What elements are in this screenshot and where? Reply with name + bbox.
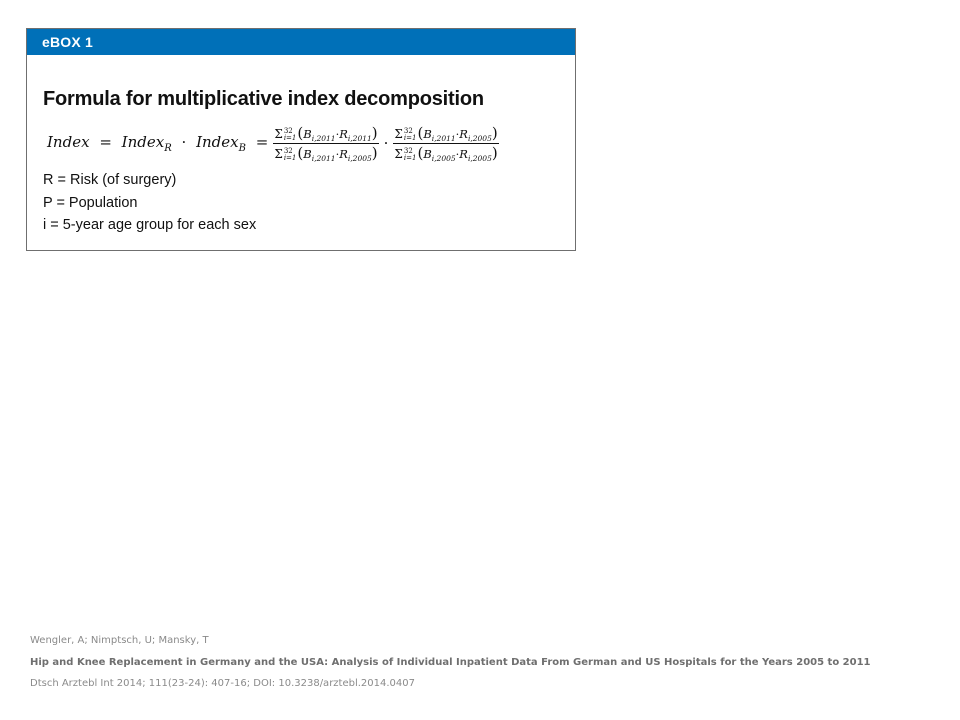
ebox — [26, 28, 576, 251]
risk-index-fraction — [273, 124, 378, 163]
risk-index-denominator: Σ 32 i=1 $(B_{i,2011}\cdot R_{i,2005})$ — [274, 143, 378, 163]
population-index-denominator: Σ 32 i=1 $(B_{i,2005}\cdot R_{i,2005})$ — [394, 143, 498, 163]
formula-lhs: Index = Index$_R$ · Index$_B$ = — [47, 132, 269, 154]
ebox-label: eBOX 1 — [27, 29, 575, 55]
citation-authors: Wengler, A; Nimptsch, U; Mansky, T — [30, 635, 209, 646]
citation-journal: Dtsch Arztebl Int 2014; 111(23-24): 407-16; DOI: 10.3238/arztebl.2014.0407 — [30, 678, 416, 689]
risk-index-numerator: Σ 32 i=1 $(B_{i,2011}\cdot R_{i,2011})$ — [274, 123, 378, 143]
citation-article-title: Hip and Knee Replacement in Germany and the USA: Analysis of Individual Inpatient Data From German and US Hospitals for the Years 2005 to 2011 — [30, 657, 871, 668]
decomposition-formula — [47, 121, 499, 165]
population-index-numerator: Σ 32 i=1 $(B_{i,2011}\cdot R_{i,2005})$ — [394, 123, 498, 143]
definition-risk: R = Risk (of surgery) — [43, 172, 177, 188]
ebox-title: Formula for multiplicative index decomposition — [43, 88, 484, 110]
multiply-dot: · — [383, 134, 389, 152]
variable-definitions — [43, 169, 256, 237]
population-index-fraction — [393, 124, 498, 163]
definition-population: P = Population — [43, 194, 138, 211]
definition-age-group: i = 5-year age group for each sex — [43, 217, 257, 233]
